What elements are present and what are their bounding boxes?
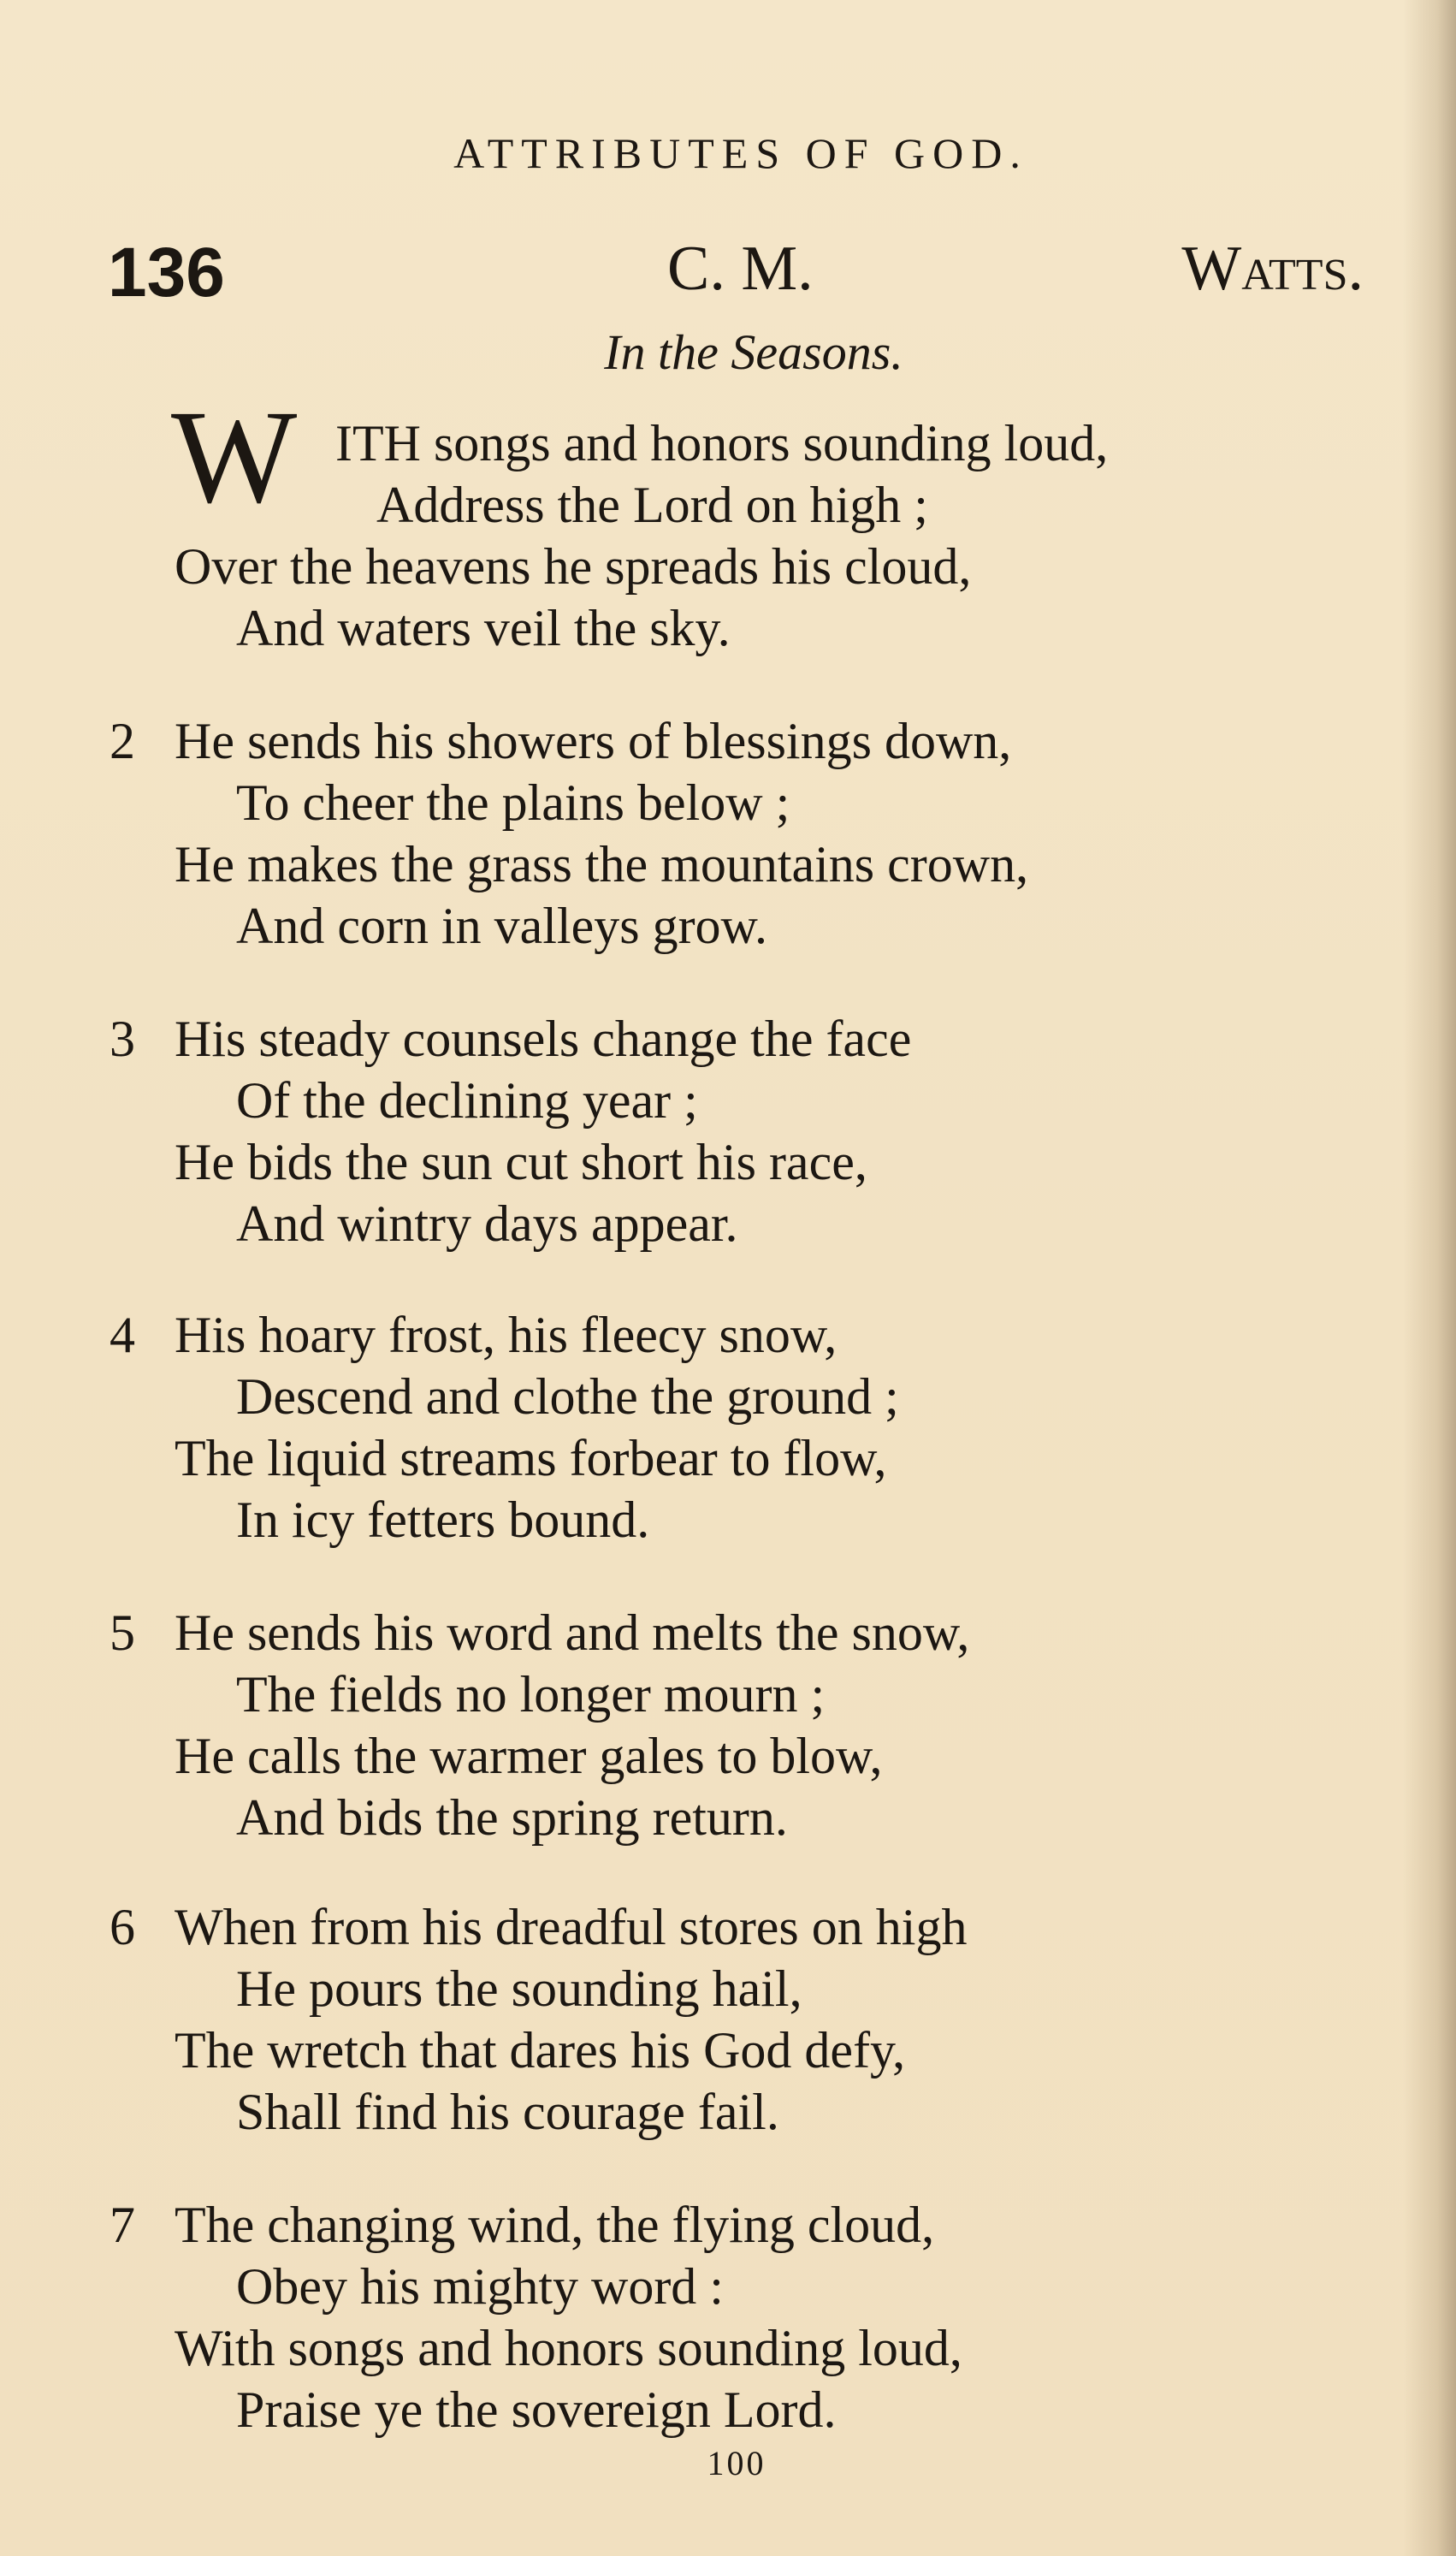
hymn-meter: C. M.: [667, 234, 814, 304]
stanza-line: And bids the spring return.: [236, 1789, 788, 1846]
stanza-line: When from his dreadful stores on high: [175, 1899, 968, 1955]
stanza-line: His hoary frost, his fleecy snow,: [175, 1307, 837, 1363]
stanza-line: He pours the sounding hail,: [236, 1960, 802, 2017]
stanza-line: ITH songs and honors sounding loud,: [335, 415, 1109, 471]
stanza-line: Praise ye the sovereign Lord.: [236, 2381, 837, 2438]
page-number: 100: [707, 2444, 766, 2482]
stanza-line: Of the declining year ;: [236, 1072, 698, 1129]
stanza-line: He sends his showers of blessings down,: [175, 713, 1012, 769]
stanza-line: He sends his word and melts the snow,: [175, 1604, 970, 1661]
stanza-line: Obey his mighty word :: [236, 2258, 724, 2315]
stanza-line: And wintry days appear.: [236, 1195, 738, 1252]
stanza-line: To cheer the plains below ;: [236, 774, 790, 831]
stanza-line: He calls the warmer gales to blow,: [175, 1728, 883, 1784]
stanza-line: And waters veil the sky.: [236, 600, 731, 656]
stanza-line: Descend and clothe the ground ;: [236, 1368, 899, 1425]
stanza-number: 7: [109, 2197, 135, 2253]
stanza-number: 2: [109, 713, 135, 769]
stanza-line: And corn in valleys grow.: [236, 898, 767, 954]
stanza-line: The liquid streams forbear to flow,: [175, 1430, 887, 1486]
stanza-line: The wretch that dares his God defy,: [175, 2022, 906, 2079]
stanza-line: The fields no longer mourn ;: [236, 1666, 826, 1723]
running-head: ATTRIBUTES OF GOD.: [453, 129, 1028, 177]
stanza-line: The changing wind, the flying cloud,: [175, 2197, 935, 2253]
stanza-line: His steady counsels change the face: [175, 1011, 912, 1067]
drop-cap: W: [171, 383, 298, 531]
stanza-number: 5: [109, 1604, 135, 1661]
hymn-number: 136: [108, 234, 225, 311]
stanza-number: 4: [109, 1307, 135, 1363]
stanza-number: 3: [109, 1011, 135, 1067]
stanza-line: With songs and honors sounding loud,: [175, 2320, 962, 2376]
stanza-line: Address the Lord on high ;: [376, 477, 928, 533]
stanza-line: He makes the grass the mountains crown,: [175, 836, 1029, 893]
hymn-subtitle: In the Seasons.: [604, 324, 903, 380]
stanza-line: Shall find his courage fail.: [236, 2084, 779, 2140]
stanza-number: 6: [109, 1899, 135, 1955]
stanza-line: He bids the sun cut short his race,: [175, 1134, 867, 1190]
stanza-line: Over the heavens he spreads his cloud,: [175, 538, 972, 595]
hymn-author: Watts.: [1181, 234, 1364, 304]
stanza-line: In icy fetters bound.: [236, 1491, 650, 1548]
